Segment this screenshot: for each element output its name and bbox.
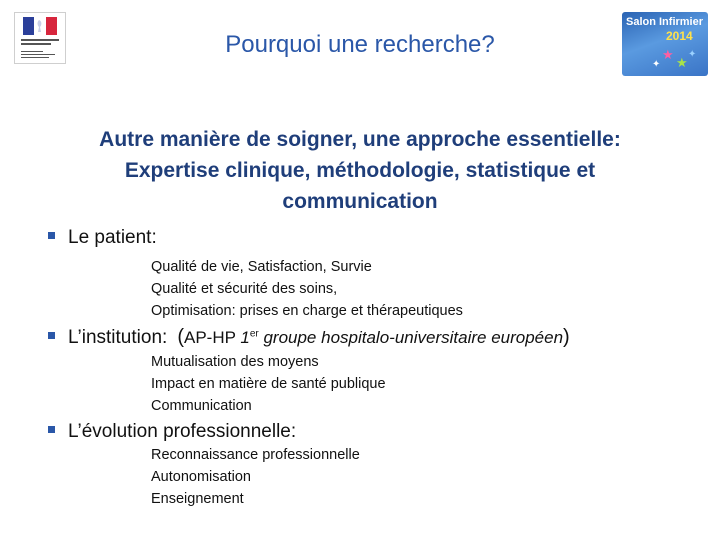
list-item: Autonomisation xyxy=(151,469,251,485)
bullet-patient: Le patient: xyxy=(48,227,157,249)
list-item: Qualité de vie, Satisfaction, Survie xyxy=(151,259,372,275)
bullet-evolution: L’évolution professionnelle: xyxy=(48,421,296,443)
star-icon: ★ xyxy=(662,47,674,62)
subtitle: Autre manière de soigner, une approche essentielle: Expertise clinique, méthodologie, statistique et communication xyxy=(99,128,621,213)
star-icon: ✦ xyxy=(688,49,697,60)
star-icon: ★ xyxy=(676,55,688,70)
list-item: Qualité et sécurité des soins, xyxy=(151,281,338,297)
list-item: Impact en matière de santé publique xyxy=(151,376,386,392)
salon-infirmier-logo: Salon Infirmier 2014 ★ ★ ✦ ✦ xyxy=(622,12,708,76)
bullet-icon xyxy=(48,332,55,339)
list-item: Communication xyxy=(151,398,252,414)
list-item: Reconnaissance professionnelle xyxy=(151,447,360,463)
bullet-institution: L’institution: (AP-HP 1er groupe hospitalo-universitaire européen) xyxy=(48,326,570,349)
list-item: Optimisation: prises en charge et thérapeutiques xyxy=(151,303,463,319)
bullet-icon xyxy=(48,232,55,239)
bullet-icon xyxy=(48,426,55,433)
page-title: Pourquoi une recherche? xyxy=(225,31,495,58)
list-item: Mutualisation des moyens xyxy=(151,354,319,370)
institution-note: (AP-HP 1er groupe hospitalo-universitaire européen) xyxy=(177,326,570,348)
star-icon: ✦ xyxy=(652,59,661,70)
list-item: Enseignement xyxy=(151,491,244,507)
